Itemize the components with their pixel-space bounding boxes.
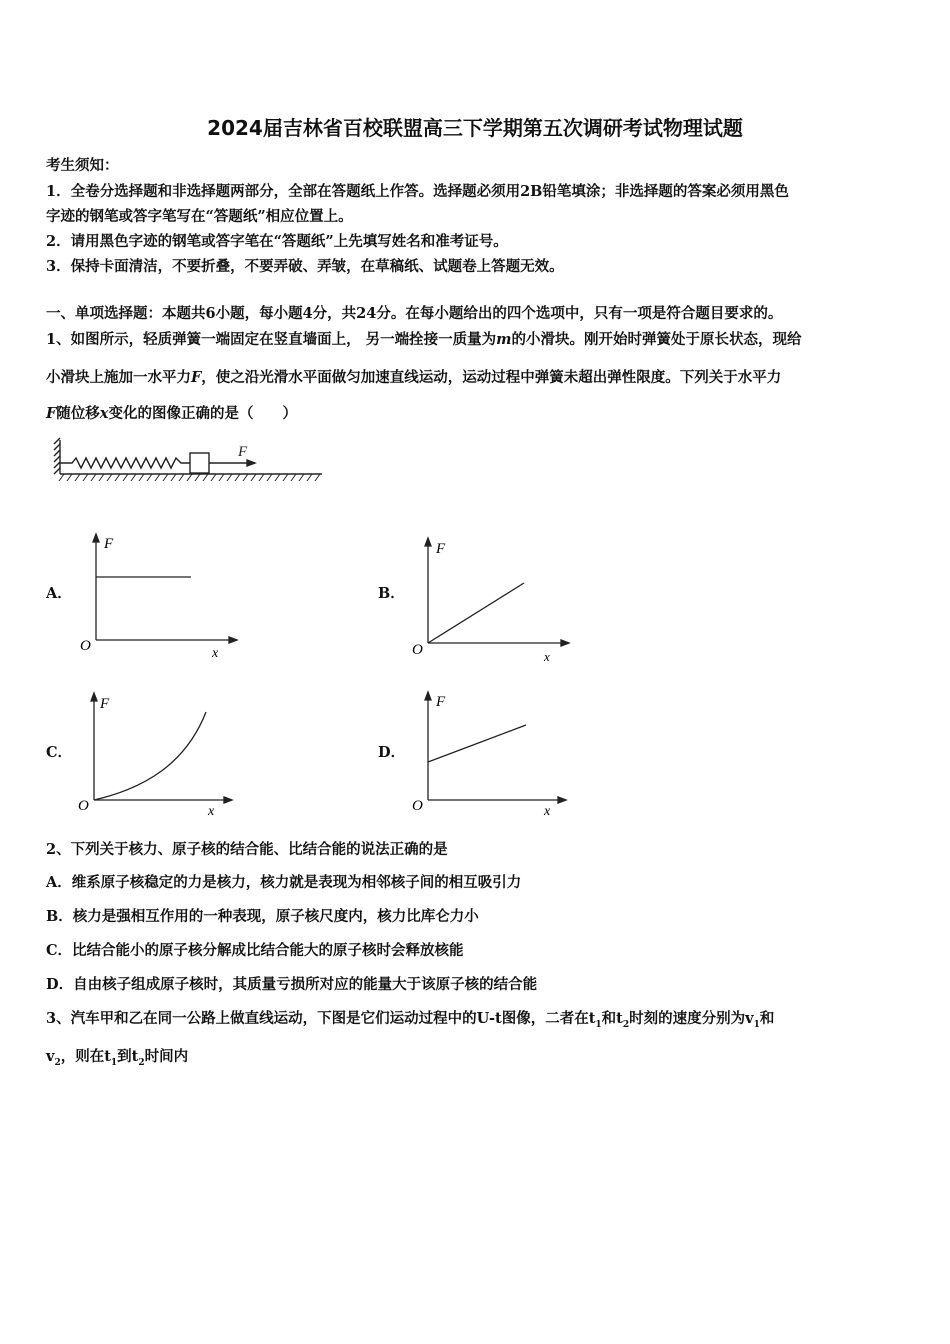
q2-option-a[interactable]: A．维系原子核稳定的力是核力，核力就是表现为相邻核子间的相互吸引力 xyxy=(46,874,522,891)
svg-text:O: O xyxy=(412,798,423,814)
q1-option-a-label[interactable]: A． xyxy=(46,585,72,602)
spring-block-figure xyxy=(50,430,330,490)
section-heading: 一、单项选择题：本题共6小题，每小题4分，共24分。在每小题给出的四个选项中，只有一项是符合题目要求的。 xyxy=(46,305,783,322)
svg-text:F: F xyxy=(104,536,114,552)
q1-option-a-graph[interactable] xyxy=(78,530,248,660)
q1-stem-line2: 小滑块上施加一水平力F，使之沿光滑水平面做匀加速直线运动，运动过程中弹簧未超出弹性限度。下列关于水平力 xyxy=(46,369,782,386)
page-title: 2024届吉林省百校联盟高三下学期第五次调研考试物理试题 xyxy=(207,116,743,140)
svg-text:O: O xyxy=(412,642,423,658)
block xyxy=(190,453,209,473)
notice-item-3: 3．保持卡面清洁，不要折叠，不要弄破、弄皱，在草稿纸、试题卷上答题无效。 xyxy=(46,258,564,275)
q1-option-c-label[interactable]: C． xyxy=(46,744,73,761)
svg-text:F: F xyxy=(100,696,110,712)
graph-curve xyxy=(94,712,206,800)
svg-text:x: x xyxy=(208,804,215,818)
spring xyxy=(60,458,190,468)
q2-option-d[interactable]: D．自由核子组成原子核时，其质量亏损所对应的能量大于该原子核的结合能 xyxy=(46,976,538,993)
notice-item-2: 2．请用黑色字迹的钢笔或答字笔在“答题纸”上先填写姓名和准考证号。 xyxy=(46,233,508,250)
svg-text:O: O xyxy=(78,798,89,814)
notice-item-1-cont: 字迹的钢笔或答字笔写在“答题纸”相应位置上。 xyxy=(46,208,353,225)
q3-stem-line1: 3、汽车甲和乙在同一公路上做直线运动，下图是它们运动过程中的U-t图像，二者在$t_1$和$t_2$时刻的速度分别为$v_1$和 xyxy=(46,1010,775,1030)
q3-stem-line2: $v_2$，则在$t_1$到$t_2$时间内 xyxy=(46,1048,189,1068)
q2-stem: 2、下列关于核力、原子核的结合能、比结合能的说法正确的是 xyxy=(46,841,448,858)
graph-line xyxy=(428,725,526,762)
notice-heading: 考生须知： xyxy=(46,157,119,174)
q1-option-d-graph[interactable] xyxy=(410,688,580,818)
q2-option-b[interactable]: B．核力是强相互作用的一种表现，原子核尺度内，核力比库仑力小 xyxy=(46,908,479,925)
q1-option-b-graph[interactable] xyxy=(410,533,580,663)
svg-text:x: x xyxy=(212,646,219,660)
svg-text:x: x xyxy=(544,804,551,818)
q1-stem-line1: 1、如图所示，轻质弹簧一端固定在竖直墙面上， 另一端拴接一质量为m的小滑块。刚开始时弹簧处于原长状态，现给 xyxy=(46,331,802,348)
q1-option-c-graph[interactable] xyxy=(76,688,246,818)
svg-text:F: F xyxy=(436,541,446,557)
svg-text:x: x xyxy=(544,649,550,663)
force-label: F xyxy=(238,444,248,460)
graph-line xyxy=(428,583,524,643)
svg-text:O: O xyxy=(80,638,91,654)
notice-item-1: 1．全卷分选择题和非选择题两部分，全部在答题纸上作答。选择题必须用2B铅笔填涂；非选择题的答案必须用黑色 xyxy=(46,183,789,200)
svg-text:F: F xyxy=(436,694,446,710)
q2-option-c[interactable]: C．比结合能小的原子核分解成比结合能大的原子核时会释放核能 xyxy=(46,942,464,959)
q1-option-b-label[interactable]: B． xyxy=(378,585,405,602)
q1-option-d-label[interactable]: D． xyxy=(378,744,406,761)
q1-stem-line3: F随位移x变化的图像正确的是（ ） xyxy=(46,405,297,422)
